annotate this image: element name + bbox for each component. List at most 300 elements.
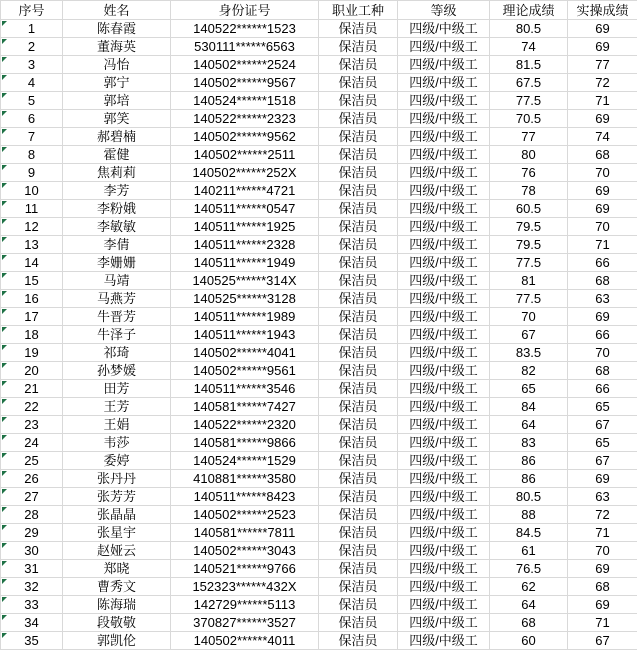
cell-theory-score[interactable]: 60.5: [490, 200, 568, 218]
cell-practical-score[interactable]: 71: [568, 614, 637, 632]
cell-theory-score[interactable]: 78: [490, 182, 568, 200]
cell-seq[interactable]: 13: [1, 236, 63, 254]
text-format-warning-triangle-icon: [2, 579, 7, 584]
table-row: [1, 542, 637, 560]
cell-occupation[interactable]: 保洁员: [319, 290, 398, 308]
cell-id-number[interactable]: 140581******7811: [171, 524, 319, 542]
cell-theory-score[interactable]: 83: [490, 434, 568, 452]
cell-seq[interactable]: 12: [1, 218, 63, 236]
cell-practical-score[interactable]: 70: [568, 218, 637, 236]
cell-seq[interactable]: 3: [1, 56, 63, 74]
cell-id-number[interactable]: 140511******1943: [171, 326, 319, 344]
cell-id-number[interactable]: 142729******5113: [171, 596, 319, 614]
cell-practical-score[interactable]: 71: [568, 524, 637, 542]
cell-name[interactable]: 牛晋芳: [63, 308, 171, 326]
cell-theory-score[interactable]: 68: [490, 614, 568, 632]
cell-seq[interactable]: 28: [1, 506, 63, 524]
cell-seq[interactable]: 34: [1, 614, 63, 632]
cell-theory-score[interactable]: 81: [490, 272, 568, 290]
cell-occupation[interactable]: 保洁员: [319, 362, 398, 380]
cell-practical-score[interactable]: 66: [568, 380, 637, 398]
cell-occupation[interactable]: 保洁员: [319, 164, 398, 182]
cell-name[interactable]: 张芳芳: [63, 488, 171, 506]
cell-practical-score[interactable]: 68: [568, 362, 637, 380]
cell-theory-score[interactable]: 64: [490, 416, 568, 434]
cell-seq[interactable]: 8: [1, 146, 63, 164]
cell-practical-score[interactable]: 68: [568, 272, 637, 290]
cell-seq[interactable]: 5: [1, 92, 63, 110]
cell-seq[interactable]: 21: [1, 380, 63, 398]
cell-theory-score[interactable]: 76.5: [490, 560, 568, 578]
cell-theory-score[interactable]: 67.5: [490, 74, 568, 92]
cell-id-number[interactable]: 140502******9561: [171, 362, 319, 380]
cell-theory-score[interactable]: 83.5: [490, 344, 568, 362]
text-format-warning-triangle-icon: [2, 309, 7, 314]
cell-occupation[interactable]: 保洁员: [319, 146, 398, 164]
cell-occupation[interactable]: 保洁员: [319, 128, 398, 146]
cell-practical-score[interactable]: 65: [568, 434, 637, 452]
cell-seq[interactable]: 16: [1, 290, 63, 308]
cell-seq[interactable]: 33: [1, 596, 63, 614]
cell-practical-score[interactable]: 67: [568, 416, 637, 434]
cell-practical-score[interactable]: 69: [568, 182, 637, 200]
cell-theory-score[interactable]: 61: [490, 542, 568, 560]
cell-name[interactable]: 霍健: [63, 146, 171, 164]
cell-occupation[interactable]: 保洁员: [319, 380, 398, 398]
table-row: [1, 56, 637, 74]
table-row: [1, 200, 637, 218]
cell-name[interactable]: 马靖: [63, 272, 171, 290]
cell-level[interactable]: 四级/中级工: [398, 20, 490, 38]
cell-practical-score[interactable]: 63: [568, 290, 637, 308]
text-format-warning-triangle-icon: [2, 507, 7, 512]
text-format-warning-triangle-icon: [2, 75, 7, 80]
cell-level[interactable]: 四级/中级工: [398, 362, 490, 380]
cell-level[interactable]: 四级/中级工: [398, 560, 490, 578]
text-format-warning-triangle-icon: [2, 363, 7, 368]
cell-level[interactable]: 四级/中级工: [398, 470, 490, 488]
cell-level[interactable]: 四级/中级工: [398, 380, 490, 398]
cell-level[interactable]: 四级/中级工: [398, 236, 490, 254]
cell-occupation[interactable]: 保洁员: [319, 344, 398, 362]
cell-occupation[interactable]: 保洁员: [319, 236, 398, 254]
cell-theory-score[interactable]: 82: [490, 362, 568, 380]
cell-theory-score[interactable]: 77.5: [490, 290, 568, 308]
cell-level[interactable]: 四级/中级工: [398, 434, 490, 452]
text-format-warning-triangle-icon: [2, 219, 7, 224]
text-format-warning-triangle-icon: [2, 561, 7, 566]
cell-id-number[interactable]: 140522******2320: [171, 416, 319, 434]
column-header-name[interactable]: 姓名: [63, 1, 171, 20]
cell-level[interactable]: 四级/中级工: [398, 218, 490, 236]
cell-name[interactable]: 冯怡: [63, 56, 171, 74]
cell-seq[interactable]: 22: [1, 398, 63, 416]
cell-practical-score[interactable]: 70: [568, 344, 637, 362]
cell-theory-score[interactable]: 79.5: [490, 236, 568, 254]
cell-occupation[interactable]: 保洁员: [319, 524, 398, 542]
cell-name[interactable]: 张丹丹: [63, 470, 171, 488]
cell-occupation[interactable]: 保洁员: [319, 416, 398, 434]
cell-theory-score[interactable]: 77.5: [490, 92, 568, 110]
cell-id-number[interactable]: 140522******1523: [171, 20, 319, 38]
column-header-practical-score[interactable]: 实操成绩: [568, 1, 637, 20]
table-row: [1, 578, 637, 596]
cell-id-number[interactable]: 140525******314X: [171, 272, 319, 290]
text-format-warning-triangle-icon: [2, 57, 7, 62]
text-format-warning-triangle-icon: [2, 417, 7, 422]
cell-id-number[interactable]: 140502******9562: [171, 128, 319, 146]
cell-occupation[interactable]: 保洁员: [319, 560, 398, 578]
cell-practical-score[interactable]: 69: [568, 596, 637, 614]
cell-id-number[interactable]: 140502******3043: [171, 542, 319, 560]
cell-id-number[interactable]: 410881******3580: [171, 470, 319, 488]
table-row: [1, 74, 637, 92]
cell-id-number[interactable]: 140502******2524: [171, 56, 319, 74]
cell-seq[interactable]: 30: [1, 542, 63, 560]
cell-practical-score[interactable]: 63: [568, 488, 637, 506]
cell-id-number[interactable]: 530111******6563: [171, 38, 319, 56]
text-format-warning-triangle-icon: [2, 525, 7, 530]
cell-id-number[interactable]: 140511******3546: [171, 380, 319, 398]
cell-level[interactable]: 四级/中级工: [398, 272, 490, 290]
table-row: [1, 632, 637, 650]
cell-id-number[interactable]: 140502******9567: [171, 74, 319, 92]
cell-id-number[interactable]: 140511******2328: [171, 236, 319, 254]
cell-level[interactable]: 四级/中级工: [398, 254, 490, 272]
cell-theory-score[interactable]: 84: [490, 398, 568, 416]
table-row: [1, 344, 637, 362]
cell-name[interactable]: 李敏敏: [63, 218, 171, 236]
cell-name[interactable]: 李粉娥: [63, 200, 171, 218]
cell-name[interactable]: 牛泽子: [63, 326, 171, 344]
cell-id-number[interactable]: 140511******0547: [171, 200, 319, 218]
cell-id-number[interactable]: 140511******1925: [171, 218, 319, 236]
cell-occupation[interactable]: 保洁员: [319, 542, 398, 560]
cell-occupation[interactable]: 保洁员: [319, 272, 398, 290]
cell-occupation[interactable]: 保洁员: [319, 632, 398, 650]
column-header-level[interactable]: 等级: [398, 1, 490, 20]
column-header-occupation[interactable]: 职业工种: [319, 1, 398, 20]
cell-seq[interactable]: 10: [1, 182, 63, 200]
cell-occupation[interactable]: 保洁员: [319, 92, 398, 110]
cell-occupation[interactable]: 保洁员: [319, 614, 398, 632]
cell-seq[interactable]: 24: [1, 434, 63, 452]
cell-seq[interactable]: 26: [1, 470, 63, 488]
cell-name[interactable]: 陈春霞: [63, 20, 171, 38]
cell-id-number[interactable]: 370827******3527: [171, 614, 319, 632]
cell-practical-score[interactable]: 72: [568, 74, 637, 92]
cell-occupation[interactable]: 保洁员: [319, 488, 398, 506]
cell-occupation[interactable]: 保洁员: [319, 56, 398, 74]
table-row: [1, 326, 637, 344]
cell-level[interactable]: 四级/中级工: [398, 56, 490, 74]
cell-theory-score[interactable]: 64: [490, 596, 568, 614]
cell-practical-score[interactable]: 67: [568, 632, 637, 650]
cell-seq[interactable]: 14: [1, 254, 63, 272]
cell-seq[interactable]: 15: [1, 272, 63, 290]
cell-seq[interactable]: 35: [1, 632, 63, 650]
cell-id-number[interactable]: 140511******1989: [171, 308, 319, 326]
cell-occupation[interactable]: 保洁员: [319, 578, 398, 596]
cell-seq[interactable]: 7: [1, 128, 63, 146]
cell-id-number[interactable]: 140511******1949: [171, 254, 319, 272]
cell-seq[interactable]: 32: [1, 578, 63, 596]
cell-occupation[interactable]: 保洁员: [319, 38, 398, 56]
cell-name[interactable]: 赵娅云: [63, 542, 171, 560]
table-row: [1, 290, 637, 308]
cell-occupation[interactable]: 保洁员: [319, 434, 398, 452]
text-format-warning-triangle-icon: [2, 273, 7, 278]
cell-id-number[interactable]: 140581******9866: [171, 434, 319, 452]
cell-occupation[interactable]: 保洁员: [319, 470, 398, 488]
cell-practical-score[interactable]: 71: [568, 92, 637, 110]
cell-level[interactable]: 四级/中级工: [398, 182, 490, 200]
cell-theory-score[interactable]: 80: [490, 146, 568, 164]
cell-seq[interactable]: 31: [1, 560, 63, 578]
cell-name[interactable]: 段敬敬: [63, 614, 171, 632]
cell-occupation[interactable]: 保洁员: [319, 452, 398, 470]
cell-level[interactable]: 四级/中级工: [398, 74, 490, 92]
cell-practical-score[interactable]: 68: [568, 578, 637, 596]
cell-name[interactable]: 郭宁: [63, 74, 171, 92]
table-row: [1, 272, 637, 290]
cell-practical-score[interactable]: 69: [568, 308, 637, 326]
cell-practical-score[interactable]: 68: [568, 146, 637, 164]
cell-level[interactable]: 四级/中级工: [398, 542, 490, 560]
text-format-warning-triangle-icon: [2, 39, 7, 44]
cell-theory-score[interactable]: 81.5: [490, 56, 568, 74]
cell-level[interactable]: 四级/中级工: [398, 524, 490, 542]
cell-level[interactable]: 四级/中级工: [398, 416, 490, 434]
table-row: [1, 470, 637, 488]
cell-practical-score[interactable]: 66: [568, 254, 637, 272]
cell-occupation[interactable]: 保洁员: [319, 506, 398, 524]
cell-level[interactable]: 四级/中级工: [398, 110, 490, 128]
cell-level[interactable]: 四级/中级工: [398, 452, 490, 470]
cell-name[interactable]: 马燕芳: [63, 290, 171, 308]
cell-id-number[interactable]: 140511******8423: [171, 488, 319, 506]
text-format-warning-triangle-icon: [2, 111, 7, 116]
cell-practical-score[interactable]: 74: [568, 128, 637, 146]
cell-level[interactable]: 四级/中级工: [398, 344, 490, 362]
cell-occupation[interactable]: 保洁员: [319, 308, 398, 326]
cell-name[interactable]: 郭培: [63, 92, 171, 110]
cell-theory-score[interactable]: 65: [490, 380, 568, 398]
cell-name[interactable]: 韦莎: [63, 434, 171, 452]
cell-name[interactable]: 董海英: [63, 38, 171, 56]
cell-seq[interactable]: 25: [1, 452, 63, 470]
cell-seq[interactable]: 9: [1, 164, 63, 182]
cell-theory-score[interactable]: 76: [490, 164, 568, 182]
cell-id-number[interactable]: 140502******4041: [171, 344, 319, 362]
cell-name[interactable]: 李芳: [63, 182, 171, 200]
cell-occupation[interactable]: 保洁员: [319, 110, 398, 128]
cell-id-number[interactable]: 140502******2511: [171, 146, 319, 164]
table-row: [1, 488, 637, 506]
cell-practical-score[interactable]: 77: [568, 56, 637, 74]
cell-practical-score[interactable]: 72: [568, 506, 637, 524]
cell-practical-score[interactable]: 70: [568, 164, 637, 182]
cell-name[interactable]: 郭笑: [63, 110, 171, 128]
table-row: [1, 398, 637, 416]
cell-occupation[interactable]: 保洁员: [319, 182, 398, 200]
cell-id-number[interactable]: 140521******9766: [171, 560, 319, 578]
text-format-warning-triangle-icon: [2, 345, 7, 350]
text-format-warning-triangle-icon: [2, 201, 7, 206]
table-row: [1, 434, 637, 452]
cell-seq[interactable]: 18: [1, 326, 63, 344]
cell-id-number[interactable]: 140525******3128: [171, 290, 319, 308]
table-row: [1, 92, 637, 110]
cell-seq[interactable]: 20: [1, 362, 63, 380]
text-format-warning-triangle-icon: [2, 129, 7, 134]
cell-level[interactable]: 四级/中级工: [398, 128, 490, 146]
cell-theory-score[interactable]: 84.5: [490, 524, 568, 542]
cell-practical-score[interactable]: 69: [568, 470, 637, 488]
cell-name[interactable]: 张晶晶: [63, 506, 171, 524]
cell-level[interactable]: 四级/中级工: [398, 596, 490, 614]
cell-seq[interactable]: 19: [1, 344, 63, 362]
cell-id-number[interactable]: 140522******2323: [171, 110, 319, 128]
table-row: [1, 38, 637, 56]
cell-id-number[interactable]: 140524******1529: [171, 452, 319, 470]
text-format-warning-triangle-icon: [2, 489, 7, 494]
cell-name[interactable]: 委婷: [63, 452, 171, 470]
cell-level[interactable]: 四级/中级工: [398, 200, 490, 218]
cell-practical-score[interactable]: 69: [568, 38, 637, 56]
cell-level[interactable]: 四级/中级工: [398, 308, 490, 326]
table-row: [1, 110, 637, 128]
cell-practical-score[interactable]: 69: [568, 110, 637, 128]
cell-practical-score[interactable]: 69: [568, 20, 637, 38]
column-header-theory-score[interactable]: 理论成绩: [490, 1, 568, 20]
cell-theory-score[interactable]: 74: [490, 38, 568, 56]
table-row: [1, 308, 637, 326]
cell-theory-score[interactable]: 80.5: [490, 488, 568, 506]
table-body: [1, 20, 637, 650]
cell-seq[interactable]: 2: [1, 38, 63, 56]
cell-name[interactable]: 陈海瑞: [63, 596, 171, 614]
table-row: [1, 164, 637, 182]
column-header-id-number[interactable]: 身份证号: [171, 1, 319, 20]
cell-level[interactable]: 四级/中级工: [398, 632, 490, 650]
text-format-warning-triangle-icon: [2, 615, 7, 620]
cell-theory-score[interactable]: 70: [490, 308, 568, 326]
cell-name[interactable]: 田芳: [63, 380, 171, 398]
cell-name[interactable]: 郭凯伦: [63, 632, 171, 650]
cell-id-number[interactable]: 140524******1518: [171, 92, 319, 110]
cell-theory-score[interactable]: 62: [490, 578, 568, 596]
cell-practical-score[interactable]: 67: [568, 452, 637, 470]
cell-theory-score[interactable]: 86: [490, 470, 568, 488]
cell-level[interactable]: 四级/中级工: [398, 488, 490, 506]
cell-level[interactable]: 四级/中级工: [398, 164, 490, 182]
cell-practical-score[interactable]: 71: [568, 236, 637, 254]
cell-occupation[interactable]: 保洁员: [319, 74, 398, 92]
cell-occupation[interactable]: 保洁员: [319, 218, 398, 236]
cell-level[interactable]: 四级/中级工: [398, 398, 490, 416]
cell-practical-score[interactable]: 65: [568, 398, 637, 416]
cell-practical-score[interactable]: 69: [568, 560, 637, 578]
cell-occupation[interactable]: 保洁员: [319, 254, 398, 272]
table-row: [1, 524, 637, 542]
cell-seq[interactable]: 23: [1, 416, 63, 434]
cell-level[interactable]: 四级/中级工: [398, 578, 490, 596]
cell-theory-score[interactable]: 67: [490, 326, 568, 344]
cell-seq[interactable]: 11: [1, 200, 63, 218]
cell-practical-score[interactable]: 69: [568, 200, 637, 218]
cell-theory-score[interactable]: 79.5: [490, 218, 568, 236]
cell-name[interactable]: 王芳: [63, 398, 171, 416]
column-header-seq[interactable]: 序号: [1, 1, 63, 20]
cell-level[interactable]: 四级/中级工: [398, 506, 490, 524]
cell-id-number[interactable]: 140502******4011: [171, 632, 319, 650]
cell-theory-score[interactable]: 88: [490, 506, 568, 524]
cell-level[interactable]: 四级/中级工: [398, 614, 490, 632]
cell-level[interactable]: 四级/中级工: [398, 290, 490, 308]
text-format-warning-triangle-icon: [2, 471, 7, 476]
cell-occupation[interactable]: 保洁员: [319, 596, 398, 614]
cell-level[interactable]: 四级/中级工: [398, 38, 490, 56]
cell-theory-score[interactable]: 77: [490, 128, 568, 146]
cell-id-number[interactable]: 140502******252X: [171, 164, 319, 182]
cell-seq[interactable]: 17: [1, 308, 63, 326]
cell-practical-score[interactable]: 70: [568, 542, 637, 560]
table-row: [1, 596, 637, 614]
cell-id-number[interactable]: 140581******7427: [171, 398, 319, 416]
cell-level[interactable]: 四级/中级工: [398, 92, 490, 110]
cell-name[interactable]: 祁琦: [63, 344, 171, 362]
cell-name[interactable]: 王娟: [63, 416, 171, 434]
cell-seq[interactable]: 4: [1, 74, 63, 92]
cell-occupation[interactable]: 保洁员: [319, 200, 398, 218]
cell-name[interactable]: 郝碧楠: [63, 128, 171, 146]
cell-theory-score[interactable]: 70.5: [490, 110, 568, 128]
cell-seq[interactable]: 6: [1, 110, 63, 128]
cell-practical-score[interactable]: 66: [568, 326, 637, 344]
cell-name[interactable]: 曹秀文: [63, 578, 171, 596]
text-format-warning-triangle-icon: [2, 183, 7, 188]
cell-theory-score[interactable]: 80.5: [490, 20, 568, 38]
cell-theory-score[interactable]: 77.5: [490, 254, 568, 272]
cell-occupation[interactable]: 保洁员: [319, 326, 398, 344]
cell-seq[interactable]: 27: [1, 488, 63, 506]
cell-name[interactable]: 焦莉莉: [63, 164, 171, 182]
cell-name[interactable]: 郑晓: [63, 560, 171, 578]
cell-seq[interactable]: 1: [1, 20, 63, 38]
cell-level[interactable]: 四级/中级工: [398, 146, 490, 164]
text-format-warning-triangle-icon: [2, 255, 7, 260]
text-format-warning-triangle-icon: [2, 291, 7, 296]
cell-theory-score[interactable]: 60: [490, 632, 568, 650]
cell-level[interactable]: 四级/中级工: [398, 326, 490, 344]
cell-id-number[interactable]: 140502******2523: [171, 506, 319, 524]
cell-name[interactable]: 李姗姗: [63, 254, 171, 272]
table-row: [1, 416, 637, 434]
cell-occupation[interactable]: 保洁员: [319, 20, 398, 38]
text-format-warning-triangle-icon: [2, 327, 7, 332]
cell-name[interactable]: 张星宇: [63, 524, 171, 542]
cell-occupation[interactable]: 保洁员: [319, 398, 398, 416]
cell-name[interactable]: 李倩: [63, 236, 171, 254]
cell-id-number[interactable]: 152323******432X: [171, 578, 319, 596]
table-row: [1, 146, 637, 164]
text-format-warning-triangle-icon: [2, 453, 7, 458]
cell-seq[interactable]: 29: [1, 524, 63, 542]
cell-name[interactable]: 孙梦媛: [63, 362, 171, 380]
cell-theory-score[interactable]: 86: [490, 452, 568, 470]
cell-id-number[interactable]: 140211******4721: [171, 182, 319, 200]
